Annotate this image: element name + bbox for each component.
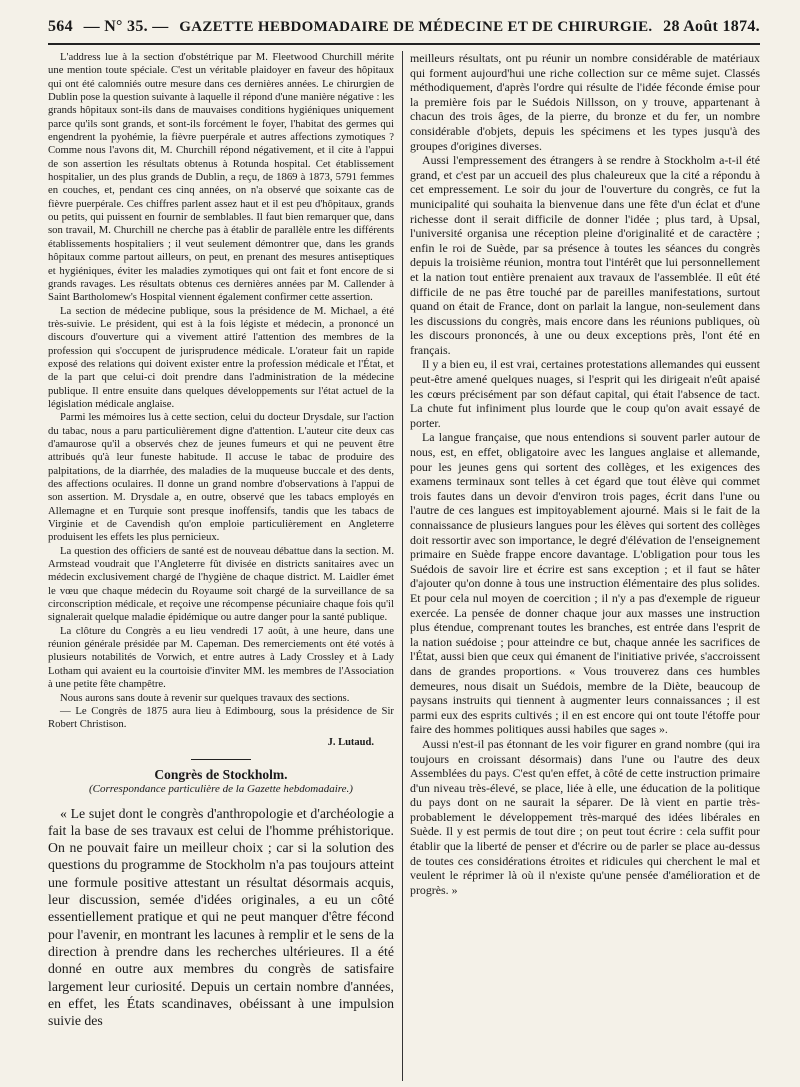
page-number: 564: [48, 18, 73, 35]
paragraph-education: La langue française, que nous entendions si souvent parler autour de nous, est, en effet, obligatoire avec les langues anglaise et allemande, pour les jeunes gens qui sortent des collèges, et les exigences des examens terminaux sont telles à cet égard que tout élève qui commet trois fautes dans un devoir d'environ trois pages, écrit dans l'une ou l'autre de ces langues est impitoyablement ajourné. Mais si le fait de la connaissance de plusieurs langues pour les élèves qui sortent des collèges doit ressortir avec son importance, le degré d'élévation de l'enseignement primaire en Suède frappe encore davantage. L'obligation pour tous les Suédois de savoir lire et écrire est sans exception ; et il faut se hâter d'ajouter qu'on donne à tous une instruction élémentaire des plus solides. Et pour cela nul moyen de coercition ; il n'y a pas d'exemple de rigueur exercée. La pensée de donner chaque jour aux masses une instruction plus étendue, comprenant toutes les branches, est entrée dans l'esprit de la nation suédoise ; pour atteindre ce but, chaque année les sacrifices de l'État, aussi bien que ceux qui émanent de l'initiative privée, s'accroissent dans de grandes proportions. « Vous trouverez dans ces humbles demeures, nous disait un Suédois, membre de la Diète, beaucoup de paysans instruits qui tiennent à augmenter leurs connaissances ; il est parmi eux des esprits cultivés ; il en est encore qui ont toute l'étoffe pour faire des hommes politiques aussi habiles que sages ».: [410, 430, 760, 737]
paragraph-public-medicine: La section de médecine publique, sous la présidence de M. Michael, a été très-suivie. Le président, qui est à la fois légiste et médecin, a prononcé un discours d'ouverture qui a vivement attiré l'attention des membres de la profession qui s'occupent de jurisprudence médicale. L'orateur fait un rapide exposé des relations qui doivent exister entre la profession médicale et l'État, et de la part que celui-ci doit prendre dans l'administration de la médecine publique. Il entre ensuite dans quelques développements sur l'état actuel de la législation médicale anglaise.: [48, 304, 394, 410]
paragraph-collections: meilleurs résultats, ont pu réunir un nombre considérable de matériaux qui forment aujourd'hui une riche collection sur ce même sujet. Classés méthodiquement, d'après l'ordre qui résulte de l'idée féconde émise pour la première fois par le Suédois Nillsson, on y trouve, appartenant à chacun des trois âges, de la pierre, du bronze et du fer, un nombre considérable d'objets, depuis les spécimens et les types jusqu'à des groupes d'origines diverses.: [410, 51, 760, 153]
columns: [48, 51, 760, 1081]
section-title: Congrès de Stockholm.: [154, 766, 288, 782]
section-divider: [191, 759, 251, 760]
paragraph-liberty: Aussi n'est-il pas étonnant de les voir figurer en grand nombre (qui ira toujours en croissant désormais) dans l'une ou l'autre des deux Assemblées du pays. C'est qu'en effet, à côté de cette instruction primaire d'un niveau très-élevé, se place, liée à elle, une éducation de la politique du pays dont on ne saurait la séparer. De là vient en partie très-probablement le développement très-marqué des idées libérales en Suède. Il y est permis de tout dire ; on peut tout écrire : cela suffit pour établir que la liberté de penser et d'écrire ou de parler se place au-dessus de toutes ces considérations étroites et ridicules qui cherchent le mal et veulent le réprimer là où il n'existe qu'une pensée d'amélioration et de progrès. »: [410, 736, 760, 897]
paragraph-sections: Nous aurons sans doute à revenir sur quelques travaux des sections.: [60, 691, 350, 704]
paragraph-stockholm-intro: « Le sujet dont le congrès d'anthropologie et d'archéologie a fait la base de ses travaux est celui de l'homme préhistorique. On ne pouvait faire un meilleur choix ; car si la solution des questions du programme de Stockholm n'a pas toujours atteint une formule positive attestant un résultat désormais acquis, leur discussion, semée d'idées originales, a eu un côté essentiellement pratique et qui ne peut manquer d'être fécond pour l'avenir, en montrant les lacunes à remplir et le sens de la direction à prendre dans les recherches ultérieures. Il a été donné en outre aux membres du congrès de satisfaire largement leur curiosité. Depuis un certain nombre d'années, en effet, les États scandinaves, obéissant à une impulsion suivie des: [48, 805, 394, 1029]
author-signature: J. Lutaud.: [327, 736, 374, 748]
paragraph-health-officers: La question des officiers de santé est de nouveau débattue dans la section. M. Armstead voudrait que l'Angleterre fût divisée en districts sanitaires avec un médecin exclusivement chargé de l'hygiène de chaque district. M. Laidler émet le vœu que chaque médecin du Royaume soit chargé de la surveillance de sa circonscription médicale, et reçoive une récompense pécuniaire chaque fois qu'il signalerait quelque maladie épidémique ou autre danger pour la santé publique.: [48, 544, 394, 624]
journal-title: GAZETTE HEBDOMADAIRE DE MÉDECINE ET DE CHIRURGIE.: [179, 19, 653, 35]
paragraph-german-protests: Il y a bien eu, il est vrai, certaines protestations allemandes qui eussent peut-être amené quelques nuages, si l'esprit qui les dirigeait n'eût apaisé les cœurs précisément par son défaut capital, qui était l'absence de tact. La chute fut infiniment plus lourde que le coup qu'on avait essayé de porter.: [410, 357, 760, 430]
column-rule: [402, 51, 403, 1081]
paragraph-closing: La clôture du Congrès a eu lieu vendredi 17 août, à une heure, dans une réunion générale présidée par M. Capeman. Des remerciements ont été votés à plusieurs notabilités de Vorwich, et entre autres à Lady Crossley et à Lady Lotham qui avaient eu la courtoisie d'inviter MM. les membres de l'Association à une petite fête champêtre.: [48, 624, 394, 691]
right-column: [410, 51, 760, 1081]
left-column: [48, 51, 394, 1081]
issue-number: — N° 35. —: [83, 18, 169, 35]
paragraph-tobacco: Parmi les mémoires lus à cette section, celui du docteur Drysdale, sur l'action du tabac, nous a paru particulièrement digne d'attention. L'auteur cite deux cas d'amaurose qu'il a observés chez de jeunes fumeurs et qui ne peuvent être attribués qu'à leur funeste habitude. Il accuse le tabac de produire des palpitations, de la diarrhée, des maladies de la muqueuse buccale et des dents, des affections oculaires. Il donne un grand nombre d'observations à l'appui de son assertion. M. Drysdale a, en outre, observé que les tabacs employés en Allemagne et en Turquie sont presque inoffensifs, tandis que les tabacs de Virginie et de Cavendish qu'on emploie particulièrement en Angleterre produisent les effets les plus pernicieux.: [48, 411, 394, 544]
paragraph-next-congress: — Le Congrès de 1875 aura lieu à Edimbourg, sous la présidence de Sir Robert Christison.: [48, 704, 394, 731]
section-subtitle: (Correspondance particulière de la Gazette hebdomadaire.): [89, 783, 353, 796]
issue-date: 28 Août 1874.: [663, 18, 760, 35]
paragraph-reception: Aussi l'empressement des étrangers à se rendre à Stockholm a-t-il été grand, et c'est par un accueil des plus chaleureux que la cité a répondu à cet empressement. Le soir du jour de l'ouverture du congrès, ce fut la municipalité qui souhaita la bienvenue dans une fête d'un éclat et d'une richesse dont il serait difficile de donner l'idée ; plus tard, à Upsal, l'université organisa une réception pleine d'originalité et de caractère ; enfin le roi de Suède, par sa présence à toutes les séances du congrès depuis la troisième réunion, montra tout l'intérêt que lui personnellement et la nation tout entière prenaient aux travaux de l'assemblée. Il eût été difficile de ne pas être touché par de pareilles manifestations, surtout quand on était de France, dont on parlait la langue, non-seulement dans les discussions du congrès, mais encore dans les réunions publiques, où les discours prononcés, à une ou deux exceptions près, l'ont été en français.: [410, 153, 760, 357]
paragraph-churchill: L'address lue à la section d'obstétrique par M. Fleetwood Churchill mérite une mention toute spéciale. C'est un véritable plaidoyer en faveur des hôpitaux qui ont été calomniés outre mesure dans ces dernières années. Le chirurgien de Dublin pose la question suivante à laquelle il répond d'une manière négative : les grands hôpitaux sont-ils dans de mauvaises conditions hygiéniques uniquement parce qu'ils sont grands, et sont-ils forcément le foyer, l'habitat des germes qui engendrent la pyohémie, la fièvre puerpérale et autres affections zymotiques ? Comme nous l'avons dit, M. Churchill répond négativement, et il cite à l'appui de son assertion les résultats obtenus à Rotunda hospital. Cet établissement hospitalier, un des plus grands de Dublin, a reçu, de 1869 à 1873, 5791 femmes en couches, et, pendant ces cinq années, on n'a observé que soixante cas de fièvre puerpérale. Ces chiffres parlent assez haut et il est peu d'hôpitaux, grands ou petits, qui puissent en fournir de semblables. Il faut bien remarquer que, dans son travail, M. Churchill ne cherche pas à établir de parallèle entre les différents établissements hospitaliers ; il veut seulement démontrer que, dans les grands hôpitaux comme partout ailleurs, on peut, en prenant des mesures antiseptiques et hygiéniques, éviter les maladies zymotiques qui ont fait et font encore de si grands ravages. Les résultats obtenus ces dernières années par M. Callender à Saint Bartholomew's Hospital viennent également confirmer cette assertion.: [48, 51, 394, 304]
masthead: [48, 18, 760, 45]
